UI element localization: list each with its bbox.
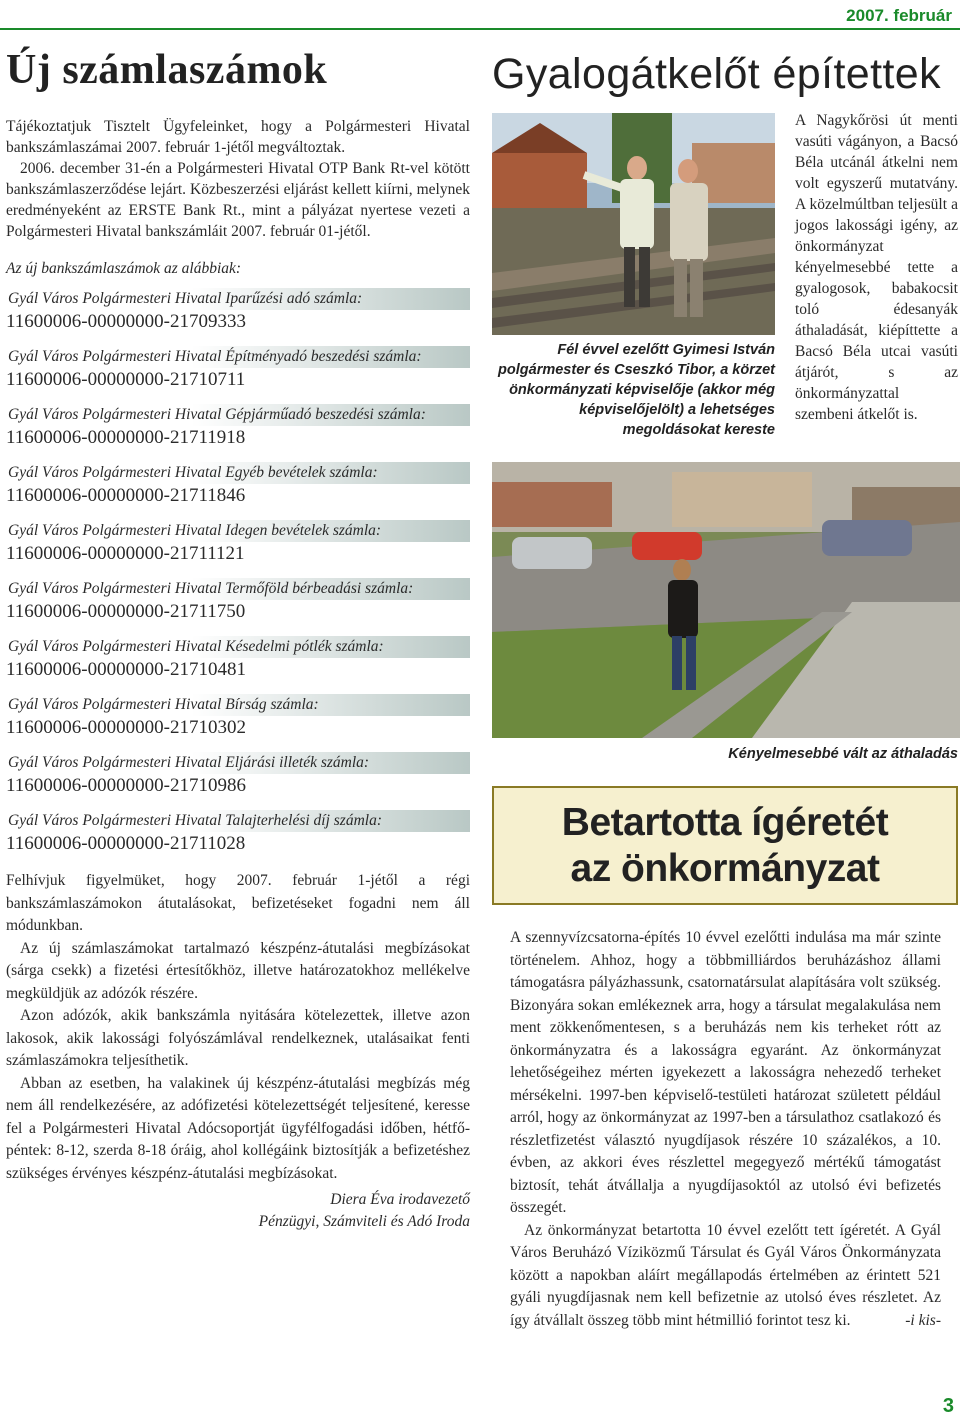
signature-office: Pénzügyi, Számviteli és Adó Iroda	[258, 1213, 470, 1230]
page-number: 3	[942, 1395, 954, 1417]
account-number: 11600006-00000000-21711750	[6, 601, 246, 622]
account-label: Gyál Város Polgármesteri Hivatal Talajterhelési díj számla:	[6, 810, 470, 832]
intro-paragraph: 2006. december 31-én a Polgármesteri Hivatal OTP Bank Rt-vel kötött bankszámlaszerződése lejárt. Közbeszerzési eljárást kellett kiírni, melynek eredményeként az ERSTE Bank Rt., mint a pályázat nyertese vezeti a Polgármesteri Hivatal bankszámláit 2007. február 01-jétől.	[6, 160, 470, 240]
account-number: 11600006-00000000-21710711	[6, 369, 246, 390]
crossing-title: Gyalogátkelőt építettek	[492, 50, 942, 98]
headline-box	[492, 786, 958, 905]
account-label: Gyál Város Polgármesteri Hivatal Építményadó beszedési számla:	[6, 346, 470, 368]
signature-name: Diera Éva irodavezető	[330, 1191, 470, 1208]
headline-line: az önkormányzat	[570, 847, 880, 890]
account-item	[6, 462, 470, 508]
account-number: 11600006-00000000-21710986	[6, 775, 246, 796]
issue-date: 2007. február	[846, 6, 952, 25]
account-label: Gyál Város Polgármesteri Hivatal Iparűzési adó számla:	[6, 288, 470, 310]
account-label: Gyál Város Polgármesteri Hivatal Bírság számla:	[6, 694, 470, 716]
account-label: Gyál Város Polgármesteri Hivatal Idegen bevételek számla:	[6, 520, 470, 542]
account-list	[6, 288, 470, 856]
closing-paragraph: Azon adózók, akik bankszámla nyitására kötelezettek, illetve azon lakosok, akik lakossági folyószámlával rendelkeznek, utalásaikat fenti számlaszámokra teljesíthetik.	[6, 1007, 470, 1069]
signature	[6, 1189, 470, 1233]
account-number: 11600006-00000000-21710481	[6, 659, 246, 680]
account-item	[6, 810, 470, 856]
article-title: Új számlaszámok	[6, 47, 328, 93]
account-number: 11600006-00000000-21711028	[6, 833, 246, 854]
closing-paragraph: Felhívjuk figyelmüket, hogy 2007. február 1-jétől a régi bankszámlaszámokon átutalásokat, befizetéseket fogadni nem áll módunkban.	[6, 872, 470, 934]
account-item	[6, 520, 470, 566]
photo-caption: Kényelmesebbé vált az áthaladás	[728, 746, 958, 762]
account-label: Gyál Város Polgármesteri Hivatal Eljárási illeték számla:	[6, 752, 470, 774]
crossing-photo	[492, 462, 960, 738]
account-label: Gyál Város Polgármesteri Hivatal Késedelmi pótlék számla:	[6, 636, 470, 658]
account-number: 11600006-00000000-21709333	[6, 311, 246, 332]
closing-paragraph: Az új számlaszámokat tartalmazó készpénz-átutalási megbízásokat (sárga csekk) a fizetési értesítőkhöz, illetve határozatokhoz mellékelve megküldjük az adózók részére.	[6, 939, 470, 1002]
account-item	[6, 578, 470, 624]
account-number: 11600006-00000000-21710302	[6, 717, 246, 738]
account-label: Gyál Város Polgármesteri Hivatal Termőföld bérbeadási számla:	[6, 578, 470, 600]
account-item	[6, 404, 470, 450]
account-label: Gyál Város Polgármesteri Hivatal Gépjárműadó beszedési számla:	[6, 404, 470, 426]
article-paragraph: A szennyvízcsatorna-építés 10 évvel ezelőtti indulása ma már szinte történelem. Ahhoz, hogy a többmilliárdos beruházáshoz állami támogatásra pályázhassunk, csatornatársulat alapítására volt szükség. Bizonyára sokan emlékeznek arra, hogy a társulat megalakulása nem ment zökkenőmentesen, s a beruházás nem kis terheket rótt az önkormányzatra és a lakosságra egyaránt. Az önkormányzat lehetőségeihez mérten igyekezett a lakosságra nehezedő terheket mérsékelni. 1997-ben képviselő-testületi határozat született például arról, hogy az önkormányzat az 1997-ben a társulathoz csatlakozó és részletfizetést választó nyugdíjasok részére 10 százalékos, a 10. évben, az akkori éves részlettel megegyező mértékű támogatást biztosít, tehát átvállalja a nyugdíjasoktól az utolsó évi befizetés összegét.	[510, 929, 941, 1216]
promise-article	[510, 927, 941, 1332]
intro-paragraph: Tájékoztatjuk Tisztelt Ügyfeleinket, hogy a Polgármesteri Hivatal bankszámlaszámai 2007. február 1-jétől megváltoztak.	[6, 118, 470, 156]
account-number: 11600006-00000000-21711918	[6, 427, 246, 448]
closing-text	[6, 870, 470, 1185]
article-intro	[6, 116, 470, 242]
account-item	[6, 288, 470, 334]
photo-caption: Fél évvel ezelőtt Gyimesi István polgármester és Cseszkó Tibor, a körzet önkormányzati képviselője (akkor még képviselőjelölt) a lehetséges megoldásokat kereste	[498, 342, 775, 438]
account-number: 11600006-00000000-21711846	[6, 485, 246, 506]
account-number: 11600006-00000000-21711121	[6, 543, 245, 564]
headline-line: Betartotta ígéretét	[561, 801, 889, 844]
account-item	[6, 694, 470, 740]
account-item	[6, 346, 470, 392]
crossing-body: A Nagykőrösi út menti vasúti vágányon, a Bacsó Béla utcánál átkelni nem volt egyszerű mutatvány. A közelmúltban teljesült a jogos lakossági igény, az önkormányzat kényelmesebbé tette a gyalogosok, babakocsit toló édesanyák áthaladását, kiépíttette a Bacsó Béla utcai vasúti átjárót, s az önkormányzattal szembeni átkelőt is.	[795, 112, 958, 423]
header-rule	[0, 28, 960, 30]
closing-paragraph: Abban az esetben, ha valakinek új készpénz-átutalási megbízás még nem áll rendelkezésére, az adófizetési kötelezettségét teljesítené, keresse fel a Polgármesteri Hivatal Adócsoportját ügyfélfogadási időben, hétfő-péntek: 8-12, szerda 8-18 óráig, ahol kollégáink biztosítják a befizetéshez szükséges érvényes készpénz-átutalási megbízásokat.	[6, 1074, 470, 1182]
account-item	[6, 636, 470, 682]
accounts-article	[6, 46, 470, 1233]
politicians-photo	[492, 113, 775, 335]
accounts-heading: Az új bankszámlaszámok az alábbiak:	[6, 260, 242, 277]
article-paragraph-text: Az önkormányzat betartotta 10 évvel ezelőtt tett ígéretét. A Gyál Város Beruházó Víziközmű Társulat és Gyál Város Önkormányzata között a napokban aláírt megállapodás értelmében az érintett 521 gyáli nyugdíjasnak nem kell befizetnie az utolsó éves részletet. Az így átvállalt összeg több mint hétmillió forintot tesz ki.	[510, 1221, 941, 1329]
account-item	[6, 752, 470, 798]
account-label: Gyál Város Polgármesteri Hivatal Egyéb bevételek számla:	[6, 462, 470, 484]
article-paragraph	[510, 1220, 941, 1333]
article-author: -i kis-	[905, 1311, 941, 1329]
